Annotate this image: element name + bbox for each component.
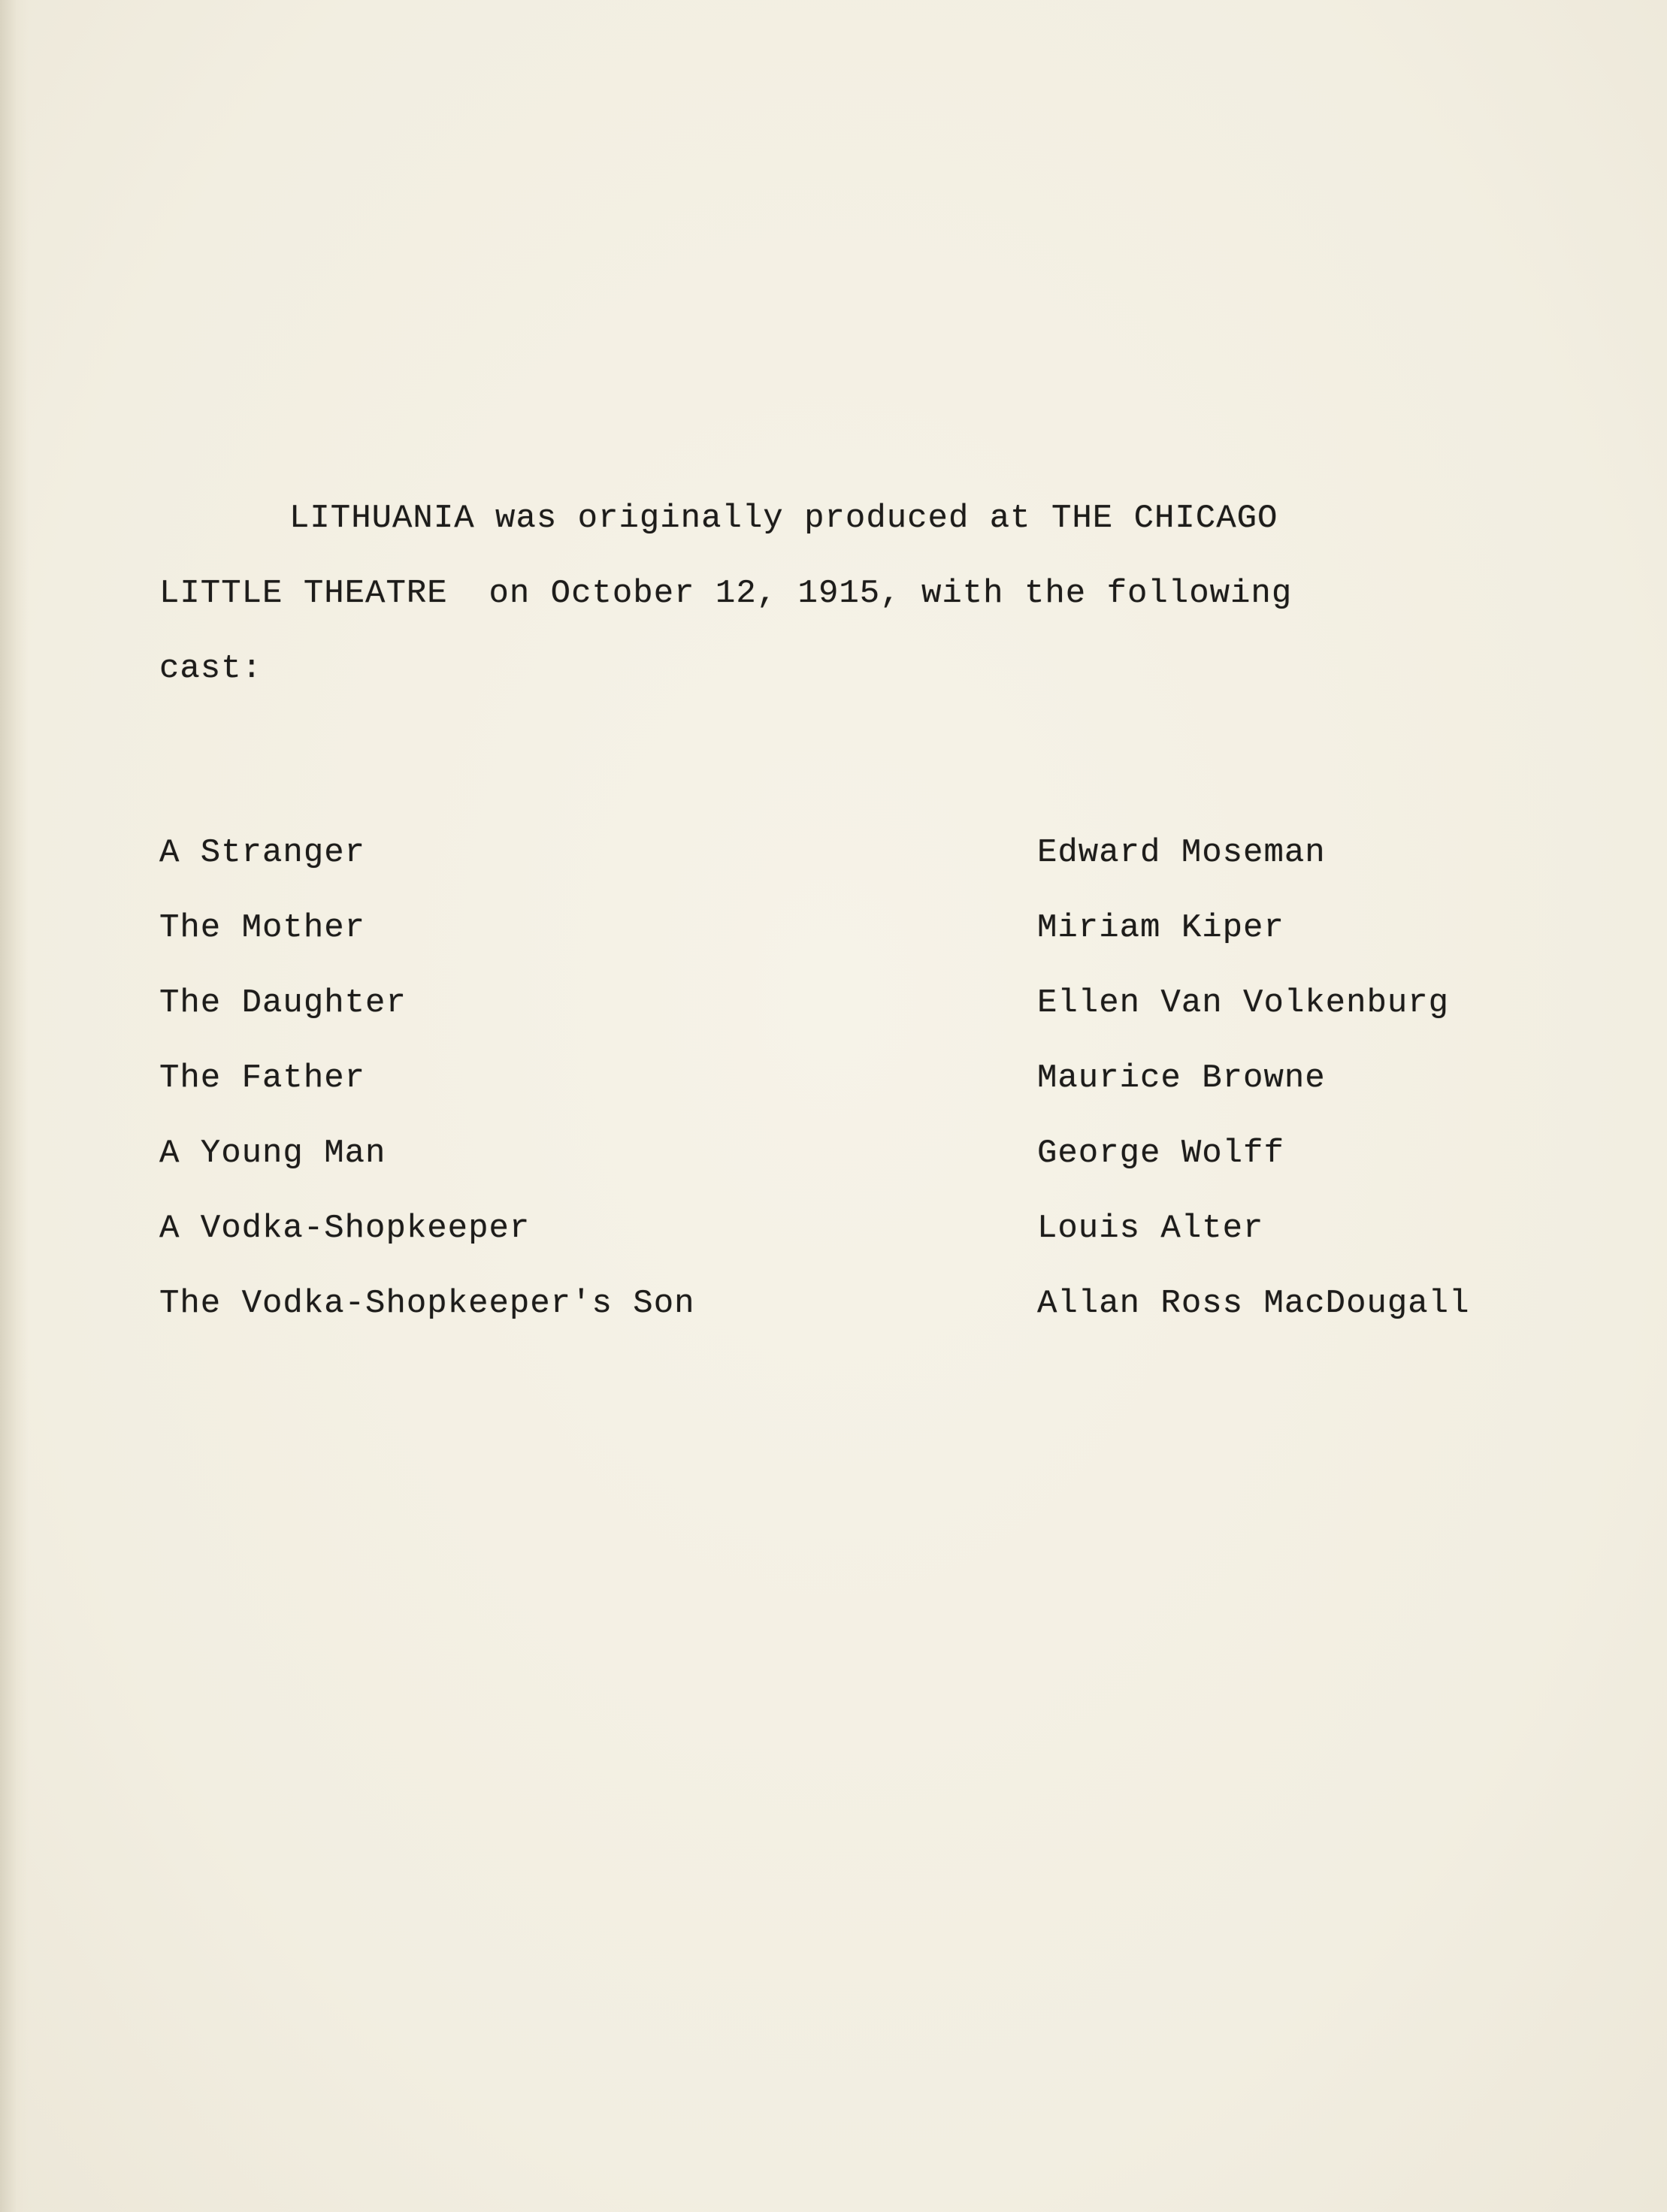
cast-row [159, 890, 1587, 965]
cast-list [159, 815, 1587, 1341]
production-note-line-3: cast: [159, 650, 263, 687]
cast-actor: Allan Ross MacDougall [1037, 1285, 1470, 1322]
cast-actor: Edward Moseman [1037, 834, 1326, 872]
cast-role: The Mother [159, 909, 366, 947]
cast-row [159, 1041, 1587, 1116]
cast-actor: George Wolff [1037, 1135, 1284, 1172]
cast-actor: Louis Alter [1037, 1210, 1264, 1247]
cast-actor: Maurice Browne [1037, 1059, 1326, 1097]
cast-row [159, 1116, 1587, 1191]
production-note [159, 481, 1482, 706]
cast-role: The Daughter [159, 984, 407, 1022]
binding-shadow [0, 0, 29, 2212]
cast-actor: Ellen Van Volkenburg [1037, 984, 1450, 1022]
cast-role: A Young Man [159, 1135, 386, 1172]
production-note-line-2: LITTLE THEATRE on October 12, 1915, with the following [159, 575, 1293, 612]
production-note-line-1: LITHUANIA was originally produced at THE CHICAGO [289, 500, 1278, 537]
cast-role: A Vodka-Shopkeeper [159, 1210, 531, 1247]
cast-row [159, 1266, 1587, 1341]
cast-actor: Miriam Kiper [1037, 909, 1284, 947]
cast-row [159, 815, 1587, 890]
cast-row [159, 965, 1587, 1041]
cast-role: A Stranger [159, 834, 366, 872]
cast-role: The Father [159, 1059, 366, 1097]
cast-row [159, 1191, 1587, 1266]
cast-role: The Vodka-Shopkeeper's Son [159, 1285, 695, 1322]
